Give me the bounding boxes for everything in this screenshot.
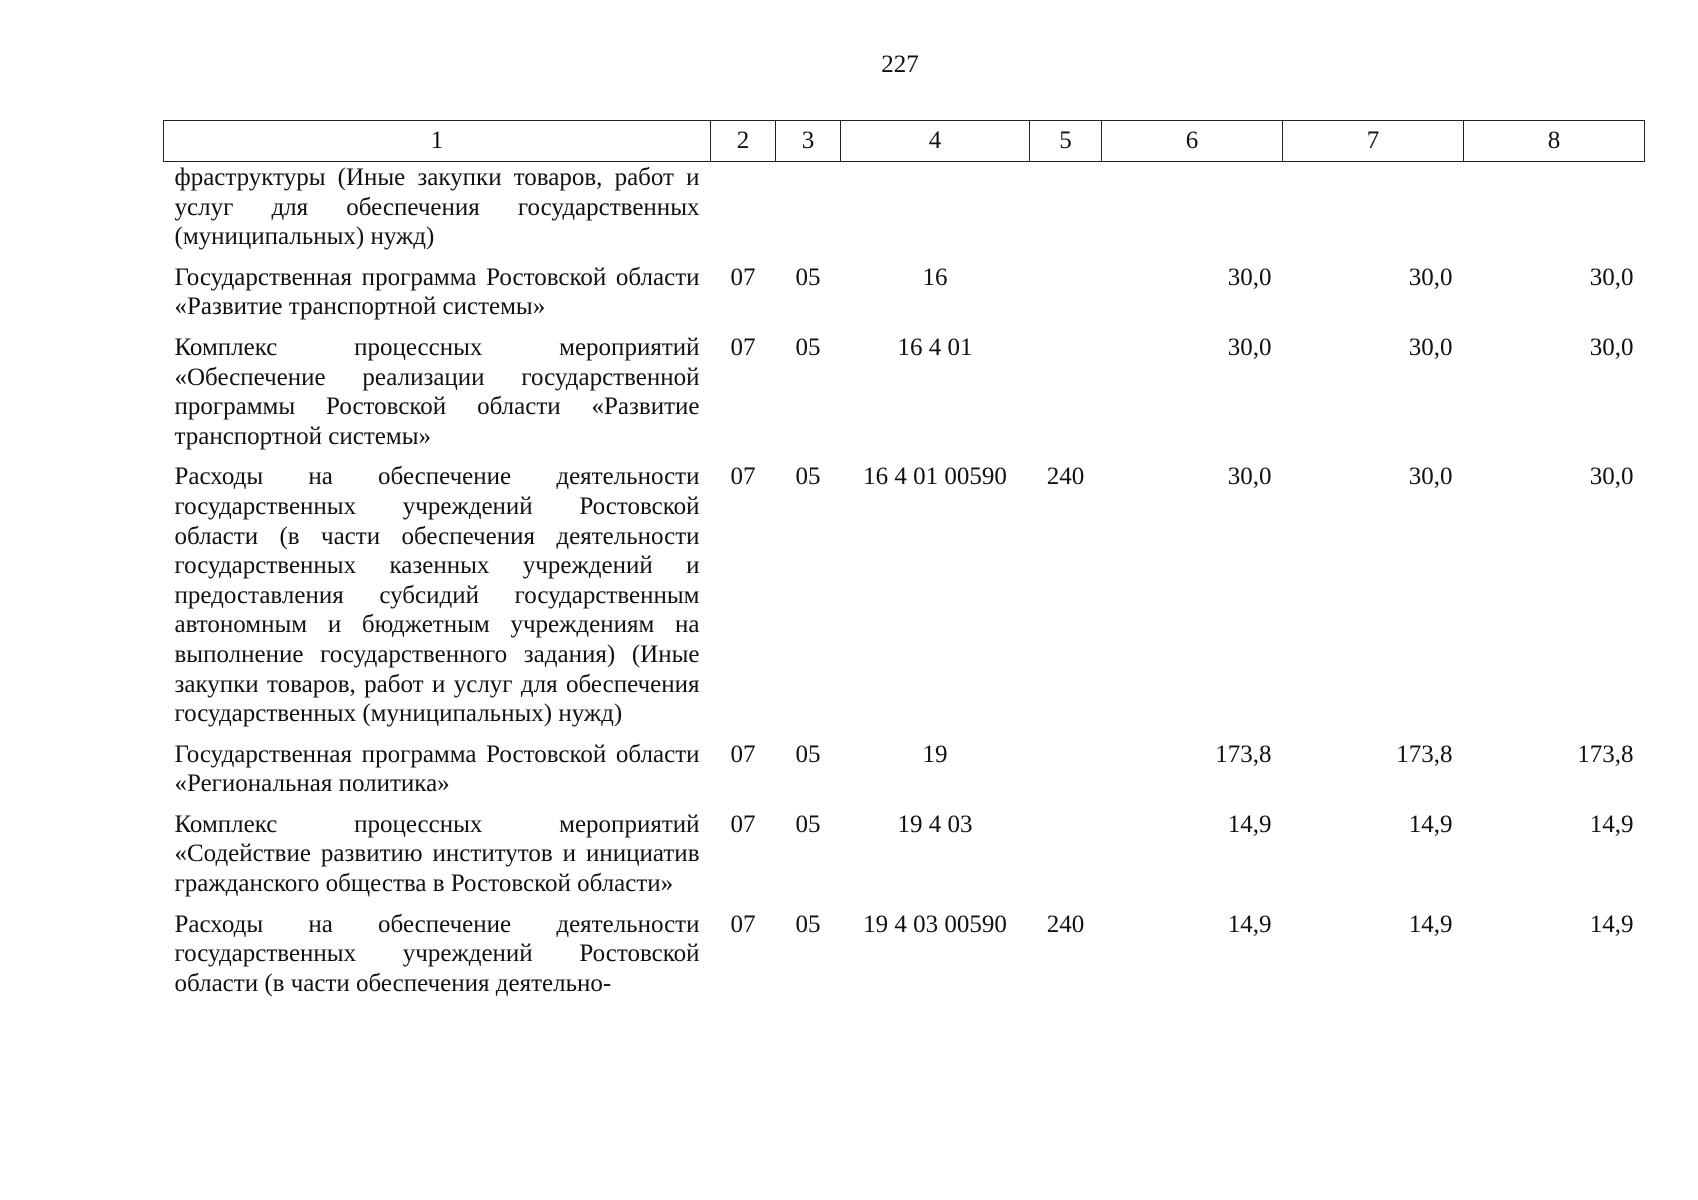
row-value-7: 14,9 xyxy=(1408,910,1453,938)
row-value-7 xyxy=(1283,162,1464,263)
row-target-code: 16 4 01 00590 xyxy=(863,463,1007,491)
row-value-7: 14,9 xyxy=(1408,810,1453,838)
row-value-6: 30,0 xyxy=(1227,263,1272,291)
row-expense-type: 240 xyxy=(1046,463,1085,491)
row-subsection: 05 xyxy=(795,463,821,491)
row-expense-type xyxy=(1030,333,1102,462)
row-target-code: 19 xyxy=(922,740,948,768)
row-expense-type xyxy=(1030,810,1102,910)
row-target-code xyxy=(841,162,1030,263)
row-name: Расходы на обеспечение деятельности государственных учреждений Ростовской области (в части обеспечения деятельно- xyxy=(174,910,700,997)
row-section: 07 xyxy=(730,463,756,491)
header-col-7: 7 xyxy=(1283,121,1464,162)
row-name: Расходы на обеспечение деятельности государственных учреждений Ростовской области (в части обеспечения деятельности государственных казенных учреждений и предоставления субсидий государственным автономным и бюджетным учреждениям на выполнение государственного задания) (Иные закупки товаров, работ и услуг для обеспечения государственных (муниципальных) нужд) xyxy=(174,463,700,728)
row-value-7: 30,0 xyxy=(1408,333,1453,361)
row-expense-type: 240 xyxy=(1046,910,1085,938)
header-col-6: 6 xyxy=(1102,121,1283,162)
row-target-code: 19 4 03 xyxy=(897,810,973,838)
row-name: Государственная программа Ростовской области «Развитие транспортной системы» xyxy=(174,263,700,321)
row-expense-type xyxy=(1030,263,1102,333)
row-value-6: 30,0 xyxy=(1227,463,1272,491)
row-value-8: 30,0 xyxy=(1589,263,1634,291)
row-target-code: 19 4 03 00590 xyxy=(863,910,1007,938)
row-value-8: 30,0 xyxy=(1589,463,1634,491)
row-subsection: 05 xyxy=(795,810,821,838)
row-value-6: 14,9 xyxy=(1227,910,1272,938)
row-value-7: 30,0 xyxy=(1408,463,1453,491)
row-value-8: 30,0 xyxy=(1589,333,1634,361)
table-row xyxy=(164,810,1645,910)
row-value-7: 30,0 xyxy=(1408,263,1453,291)
row-section: 07 xyxy=(730,263,756,291)
row-value-8: 14,9 xyxy=(1589,910,1634,938)
header-col-1: 1 xyxy=(164,121,711,162)
row-subsection: 05 xyxy=(795,263,821,291)
row-value-6: 30,0 xyxy=(1227,333,1272,361)
row-value-6: 14,9 xyxy=(1227,810,1272,838)
row-value-6: 173,8 xyxy=(1215,740,1272,768)
row-expense-type xyxy=(1030,162,1102,263)
header-col-5: 5 xyxy=(1030,121,1102,162)
row-section xyxy=(711,162,776,263)
header-col-2: 2 xyxy=(711,121,776,162)
row-section: 07 xyxy=(730,910,756,938)
row-name: Комплекс процессных мероприятий «Обеспечение реализации государственной программы Ростовской области «Развитие транспортной системы» xyxy=(174,333,700,450)
row-value-8: 173,8 xyxy=(1577,740,1634,768)
row-section: 07 xyxy=(730,333,756,361)
row-value-8 xyxy=(1464,162,1645,263)
table-row xyxy=(164,263,1645,333)
row-section: 07 xyxy=(730,810,756,838)
row-value-8: 14,9 xyxy=(1589,810,1634,838)
row-name: Государственная программа Ростовской области «Региональная политика» xyxy=(174,740,700,798)
table-row xyxy=(164,740,1645,810)
row-expense-type xyxy=(1030,740,1102,810)
row-value-6 xyxy=(1102,162,1283,263)
header-row xyxy=(164,121,1645,162)
row-subsection: 05 xyxy=(795,910,821,938)
row-subsection: 05 xyxy=(795,740,821,768)
row-section: 07 xyxy=(730,740,756,768)
row-name: фраструктуры (Иные закупки товаров, работ и услуг для обеспечения государственных (муниципальных) нужд) xyxy=(174,164,700,251)
table-row xyxy=(164,910,1645,1010)
table-row xyxy=(164,333,1645,462)
budget-table xyxy=(163,120,1645,1009)
table-row xyxy=(164,462,1645,739)
row-subsection: 05 xyxy=(795,333,821,361)
header-col-3: 3 xyxy=(776,121,841,162)
table-row xyxy=(164,162,1645,263)
page-number: 227 xyxy=(881,51,919,78)
header-col-4: 4 xyxy=(841,121,1030,162)
header-col-8: 8 xyxy=(1464,121,1645,162)
row-value-7: 173,8 xyxy=(1396,740,1453,768)
row-target-code: 16 xyxy=(922,263,948,291)
row-name: Комплекс процессных мероприятий «Содействие развитию институтов и инициатив гражданского общества в Ростовской области» xyxy=(174,810,700,898)
row-target-code: 16 4 01 xyxy=(897,333,973,361)
row-subsection xyxy=(776,162,841,263)
